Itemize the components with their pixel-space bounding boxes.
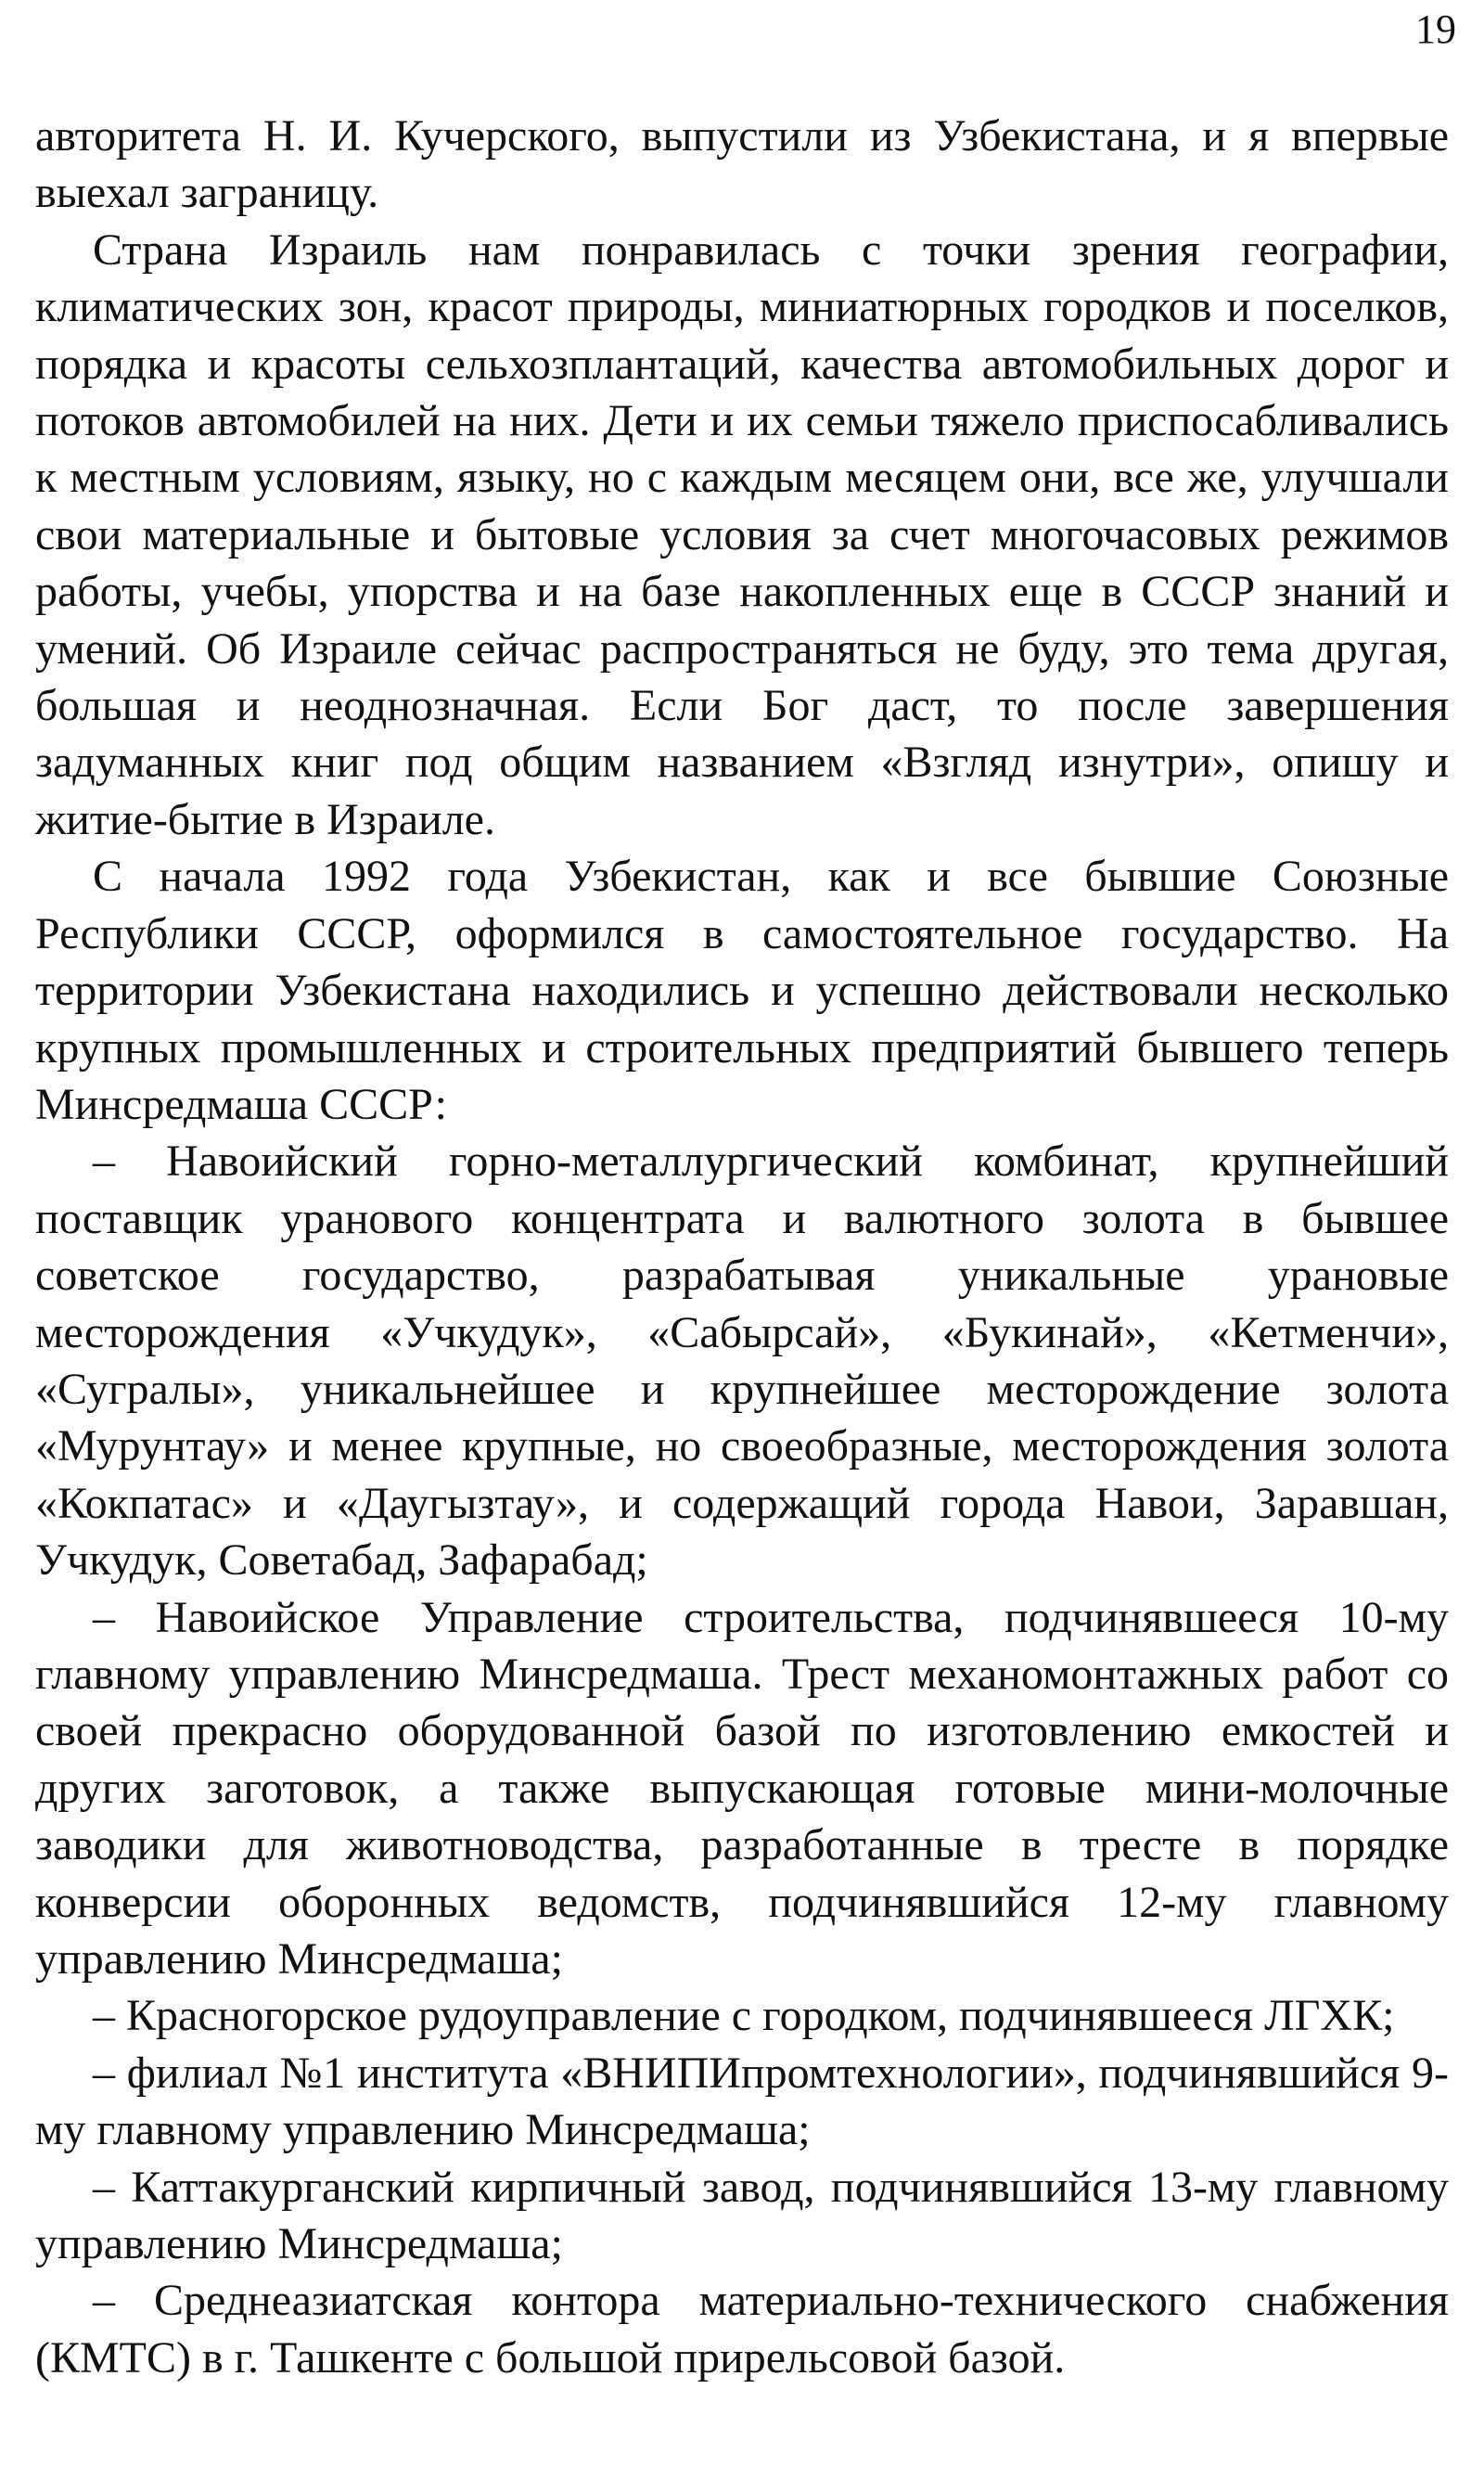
paragraph: Страна Израиль нам понравилась с точки зрения географии, климатических зон, красот природы, миниатюрных городков и поселков, порядка и красоты сельхозплантаций, качества автомобильных дорог и потоков автомобилей на них. Дети и их семьи тяжело приспосабливались к местным условиям, языку, но с каждым месяцем они, все же, улучшали свои материальные и бытовые условия за счет многочасовых режимов работы, учебы, упорства и на базе накопленных еще в СССР знаний и умений. Об Израиле сейчас распространяться не буду, это тема другая, большая и неоднозначная. Если Бог даст, то после завершения задуманных книг под общим названием «Взгляд изнутри», опишу и житие-бытие в Израиле. xyxy=(35,225,1449,844)
list-item: – Навоийский горно-металлургический комбинат, крупнейший поставщик уранового концентрата и валютного золота в бывшее советское государство, разрабатывая уникальные урановые месторождения «Учкудук», «Сабырсай», «Букинай», «Кетменчи», «Сугралы», уникальнейшее и крупнейшее месторождение золота «Мурунтау» и менее крупные, но своеобразные, месторождения золота «Кокпатас» и «Даугызтау», и содержащий города Навои, Заравшан, Учкудук, Советабад, Зафарабад; xyxy=(35,1137,1449,1586)
page-number: 19 xyxy=(1415,6,1456,52)
page-text xyxy=(35,108,1449,2386)
list-item: – Среднеазиатская контора материально-технического снабжения (КМТС) в г. Ташкенте с большой прирельсовой базой. xyxy=(35,2276,1449,2383)
paragraph: авторитета Н. И. Кучерского, выпустили из Узбекистана, и я впервые выехал заграницу. xyxy=(35,111,1449,218)
paragraph: С начала 1992 года Узбекистан, как и все бывшие Союзные Республики СССР, оформился в самостоятельное государство. На территории Узбекистана находились и успешно действовали несколько крупных промышленных и строительных предприятий бывшего теперь Минсредмаша СССР: xyxy=(35,852,1449,1129)
list-item: – Каттакурганский кирпичный завод, подчинявшийся 13-му главному управлению Минсредмаша; xyxy=(35,2162,1449,2269)
list-item: – Красногорское рудоуправление с городком, подчинявшееся ЛГХК; xyxy=(93,1991,1395,2041)
list-item: – Навоийское Управление строительства, подчинявшееся 10-му главному управлению Минсредмаша. Трест механомонтажных работ со своей прекрасно оборудованной базой по изготовлению емкостей и других заготовок, а также выпускающая готовые мини-молочные заводики для животноводства, разработанные в тресте в порядке конверсии оборонных ведомств, подчинявшийся 12-му главному управлению Минсредмаша; xyxy=(35,1592,1449,1984)
list-item: – филиал №1 института «ВНИПИпромтехнологии», подчинявшийся 9-му главному управлению Минсредмаша; xyxy=(35,2048,1449,2155)
